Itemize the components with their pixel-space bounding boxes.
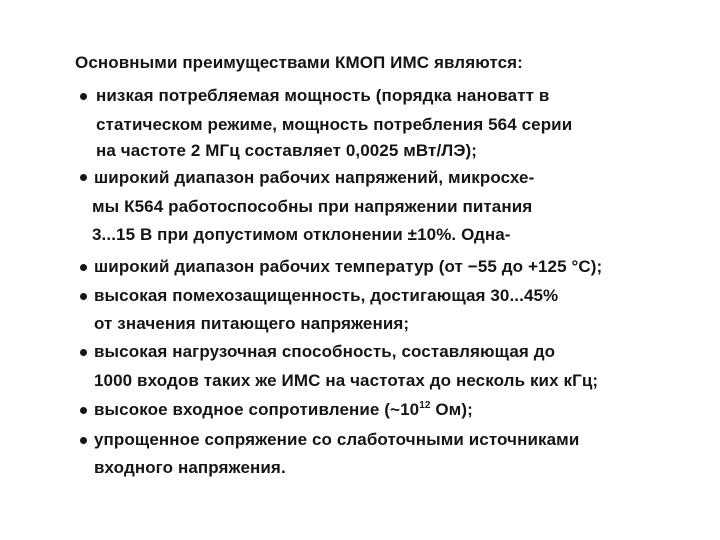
bullet-icon — [80, 93, 87, 100]
item-7-line-2: входного напряжения. — [94, 458, 286, 477]
item-6-line-1 — [94, 399, 473, 421]
item-2-line-2: мы К564 работоспособны при напряжении питания — [92, 197, 533, 216]
item-2-line-1: широкий диапазон рабочих напряжений, микросхе- — [94, 168, 535, 187]
bullet-icon — [80, 437, 87, 444]
item-7-line-1: упрощенное сопряжение со слаботочными источниками — [94, 430, 580, 449]
item-3-line-1: широкий диапазон рабочих температур (от −55 до +125 °С); — [94, 257, 603, 276]
item-1-line-3: на частоте 2 МГц составляет 0,0025 мВт/ЛЭ); — [96, 141, 478, 160]
item-5-line-1: высокая нагрузочная способность, составляющая до — [94, 342, 556, 361]
item-6-text-suffix: Ом); — [430, 400, 473, 419]
bullet-icon — [80, 293, 87, 300]
item-2-line-3: 3...15 В при допустимом отклонении ±10%. Одна- — [92, 225, 511, 244]
item-4-line-1: высокая помехозащищенность, достигающая 30...45% — [94, 286, 559, 305]
bullet-icon — [80, 174, 87, 181]
item-4-line-2: от значения питающего напряжения; — [94, 314, 410, 333]
bullet-icon — [80, 349, 87, 356]
heading: Основными преимуществами КМОП ИМС являются: — [75, 53, 523, 72]
item-1-line-2: статическом режиме, мощность потребления 564 серии — [96, 115, 573, 134]
bullet-icon — [80, 407, 87, 414]
bullet-icon — [80, 264, 87, 271]
item-1-line-1: низкая потребляемая мощность (порядка нановатт в — [96, 86, 550, 105]
item-6-exponent: 12 — [419, 400, 431, 411]
item-6-text-prefix: высокое входное сопротивление (~10 — [94, 400, 420, 419]
item-5-line-2: 1000 входов таких же ИМС на частотах до несколь ких кГц; — [94, 371, 599, 390]
